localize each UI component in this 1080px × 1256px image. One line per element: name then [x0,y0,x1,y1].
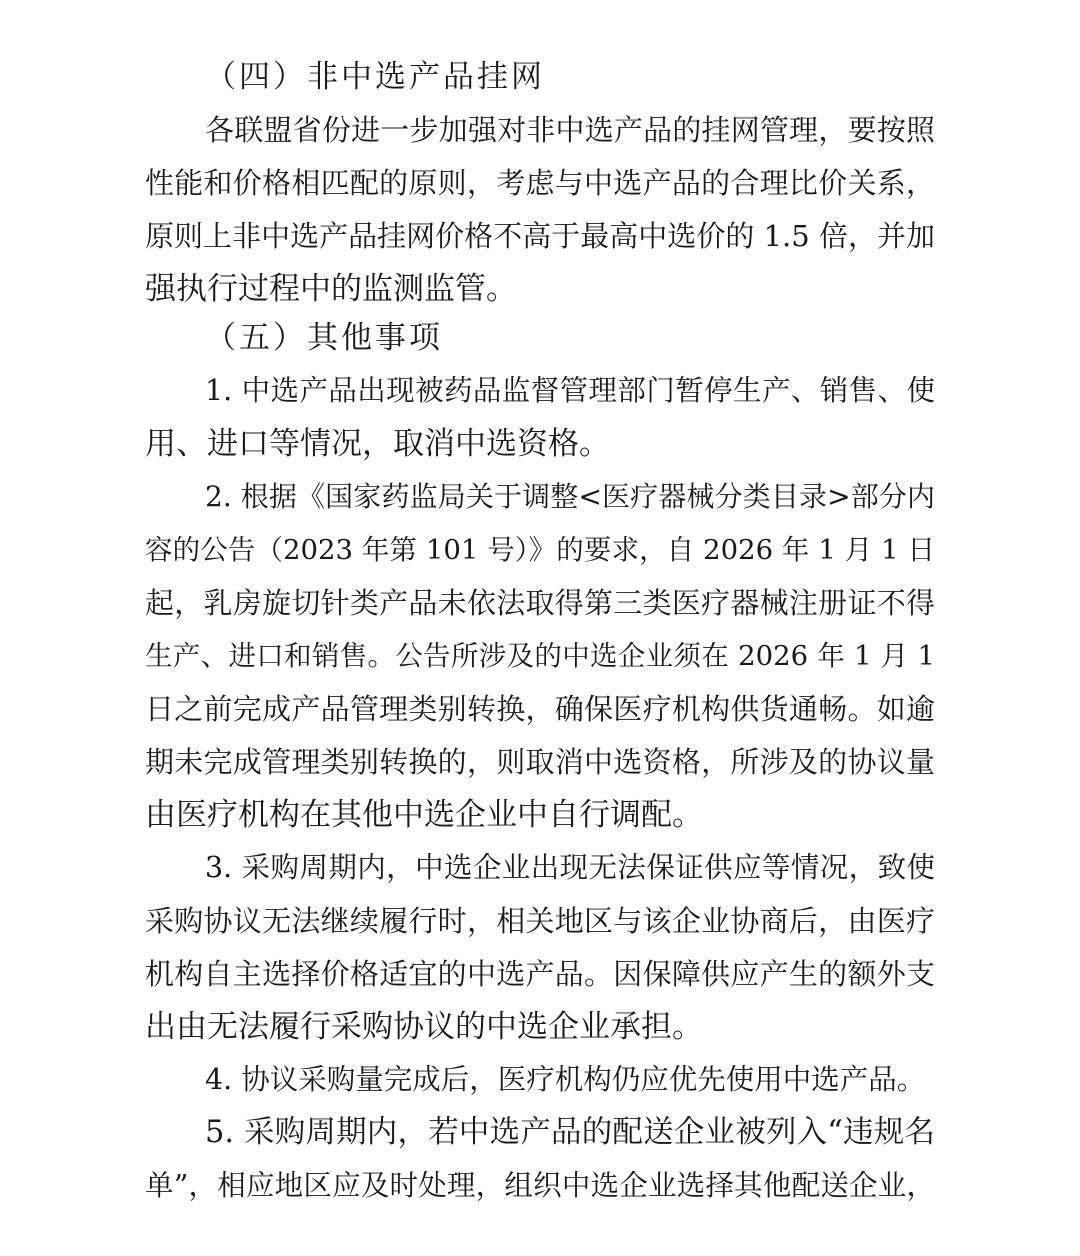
paragraph-line: 机构自主选择价格适宜的中选产品。因保障供应产生的额外支 [145,957,935,991]
paragraph-line: 5. 采购周期内，若中选产品的配送企业被列入“违规名 [205,1115,935,1150]
paragraph-line: 起，乳房旋切针类产品未依法取得第三类医疗器械注册证不得 [145,586,935,620]
section-heading-5: （五）其他事项 [205,320,443,356]
paragraph-line: 各联盟省份进一步加强对非中选产品的挂网管理，要按照 [205,113,935,147]
paragraph-line: 强执行过程中的监测监管。 [145,271,517,307]
paragraph-line: 单”，相应地区应及时处理，组织中选企业选择其他配送企业， [145,1169,935,1202]
paragraph-line: 3. 采购周期内，中选企业出现无法保证供应等情况，致使 [205,851,935,884]
paragraph-line: 容的公告（2023 年第 101 号）》的要求，自 2026 年 1 月 1 日 [145,534,935,566]
paragraph-line: 出由无法履行采购协议的中选企业承担。 [145,1009,703,1045]
paragraph-line: 采购协议无法继续履行时，相关地区与该企业协商后，由医疗 [145,904,935,938]
paragraph-line: 由医疗机构在其他中选企业中自行调配。 [145,797,703,833]
paragraph-line: 用、进口等情况，取消中选资格。 [145,426,610,462]
paragraph-line: 原则上非中选产品挂网价格不高于最高中选价的 1.5 倍，并加 [145,219,935,253]
paragraph-line: 期未完成管理类别转换的，则取消中选资格，所涉及的协议量 [145,745,935,779]
paragraph-line: 2. 根据《国家药监局关于调整<医疗器械分类目录>部分内 [205,480,935,513]
paragraph-line: 生产、进口和销售。公告所涉及的中选企业须在 2026 年 1 月 1 [145,640,935,672]
paragraph-line: 日之前完成产品管理类别转换，确保医疗机构供货通畅。如逾 [145,692,935,726]
paragraph-line: 1. 中选产品出现被药品监督管理部门暂停生产、销售、使 [205,374,935,407]
paragraph-line: 性能和价格相匹配的原则，考虑与中选产品的合理比价关系， [145,166,935,200]
section-heading-4: （四）非中选产品挂网 [205,59,545,95]
paragraph-line: 4. 协议采购量完成后，医疗机构仍应优先使用中选产品。 [205,1063,926,1096]
